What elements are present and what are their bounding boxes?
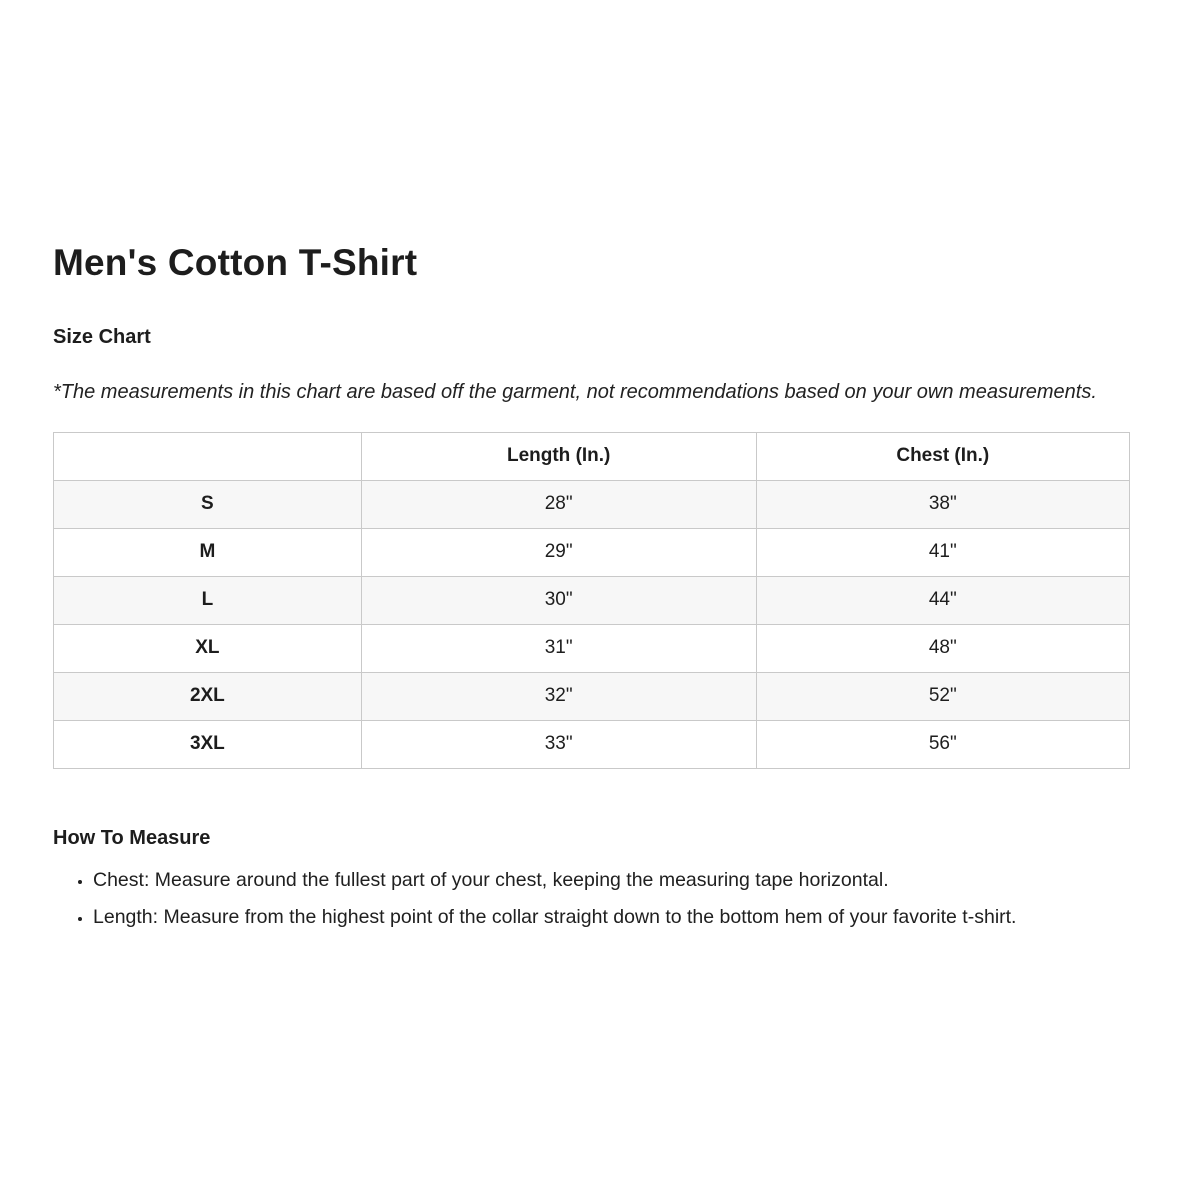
page-title: Men's Cotton T-Shirt	[53, 242, 418, 283]
length-value: 29"	[361, 528, 756, 576]
how-to-measure-list	[53, 870, 1130, 929]
list-item-chest: • Chest: Measure around the fullest part of your chest, keeping the measuring tape horizontal.	[93, 870, 1130, 891]
chest-value: 48"	[756, 624, 1129, 672]
size-label: L	[54, 576, 362, 624]
chest-value: 56"	[756, 720, 1129, 768]
chest-column-header: Chest (In.)	[756, 432, 1129, 480]
chest-value: 52"	[756, 672, 1129, 720]
list-item-length: • Length: Measure from the highest point of the collar straight down to the bottom hem of your favorite t-shirt.	[93, 907, 1130, 928]
length-column-header: Length (In.)	[361, 432, 756, 480]
table-row	[54, 720, 1130, 768]
size-label: XL	[54, 624, 362, 672]
size-label: 2XL	[54, 672, 362, 720]
size-label: M	[54, 528, 362, 576]
size-column-header	[54, 432, 362, 480]
size-label: S	[54, 480, 362, 528]
length-value: 31"	[361, 624, 756, 672]
chest-value: 38"	[756, 480, 1129, 528]
how-to-measure-heading: How To Measure	[53, 826, 211, 849]
chest-value: 41"	[756, 528, 1129, 576]
chest-value: 44"	[756, 576, 1129, 624]
size-label: 3XL	[54, 720, 362, 768]
table-row	[54, 576, 1130, 624]
length-value: 33"	[361, 720, 756, 768]
table-row	[54, 624, 1130, 672]
length-value: 30"	[361, 576, 756, 624]
length-value: 32"	[361, 672, 756, 720]
measurement-disclaimer-note: *The measurements in this chart are based off the garment, not recommendations based on your own measurements.	[53, 380, 1097, 403]
size-chart-heading: Size Chart	[53, 325, 151, 348]
size-chart-table	[53, 432, 1130, 769]
table-row	[54, 480, 1130, 528]
table-row	[54, 528, 1130, 576]
table-row	[54, 672, 1130, 720]
length-value: 28"	[361, 480, 756, 528]
table-header-row	[54, 432, 1130, 480]
